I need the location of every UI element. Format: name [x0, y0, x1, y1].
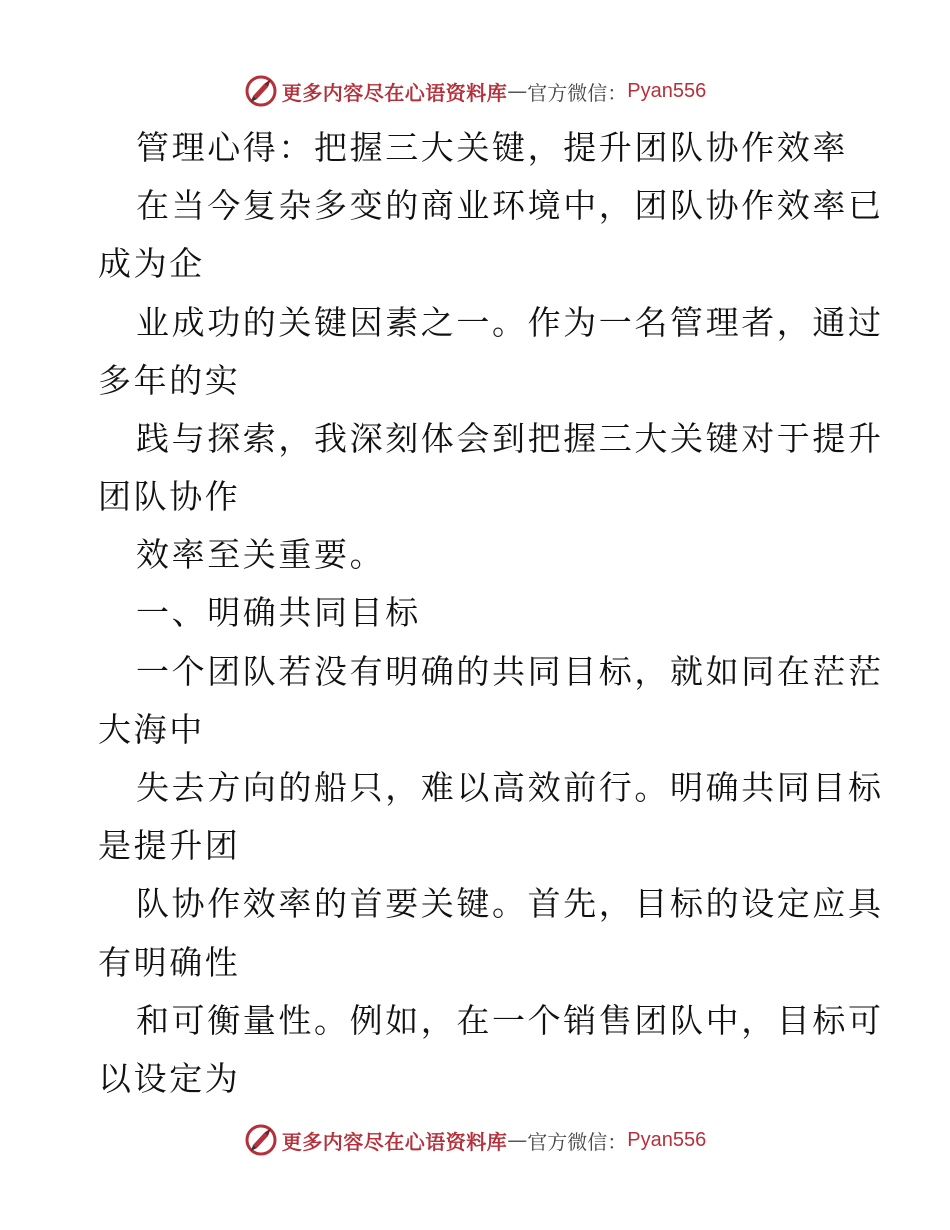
paragraph-line: 效率至关重要。 — [136, 535, 386, 574]
paragraph-line: 团队协作 — [98, 477, 241, 516]
paragraph-line: 大海中 — [98, 710, 205, 749]
paragraph-line: 业成功的关键因素之一。作为一名管理者，通过 — [136, 303, 884, 342]
banner-separator: — — [507, 79, 528, 103]
banner-site-text: 更多内容尽在心语资料库 — [281, 1129, 508, 1154]
banner-wechat-id: Pyan556 — [627, 1128, 707, 1151]
section-heading: 一、明确共同目标 — [136, 593, 421, 632]
footer-watermark-banner — [0, 1120, 950, 1160]
paragraph-line: 成为企 — [98, 244, 205, 283]
paragraph-line: 有明确性 — [98, 943, 241, 982]
paragraph-line: 是提升团 — [98, 826, 241, 865]
banner-wechat-id: Pyan556 — [627, 79, 707, 102]
brand-logo-icon — [244, 1123, 278, 1157]
banner-site-text: 更多内容尽在心语资料库 — [281, 80, 508, 105]
paragraph-line: 在当今复杂多变的商业环境中，团队协作效率已 — [136, 186, 884, 225]
paragraph-line: 以设定为 — [98, 1059, 241, 1098]
paragraph-line: 队协作效率的首要关键。首先，目标的设定应具 — [136, 884, 884, 923]
paragraph-line: 践与探索，我深刻体会到把握三大关键对于提升 — [136, 419, 884, 458]
banner-wechat-label: 官方微信： — [527, 80, 628, 105]
paragraph-line: 和可衡量性。例如，在一个销售团队中，目标可 — [136, 1001, 884, 1040]
paragraph-line: 多年的实 — [98, 361, 241, 400]
banner-separator: — — [507, 1128, 528, 1152]
banner-wechat-label: 官方微信： — [527, 1129, 628, 1154]
header-watermark-banner — [0, 71, 950, 111]
document-title: 管理心得：把握三大关键，提升团队协作效率 — [136, 128, 848, 167]
paragraph-line: 失去方向的船只，难以高效前行。明确共同目标 — [136, 768, 884, 807]
brand-logo-icon — [244, 74, 278, 108]
paragraph-line: 一个团队若没有明确的共同目标，就如同在茫茫 — [136, 652, 884, 691]
